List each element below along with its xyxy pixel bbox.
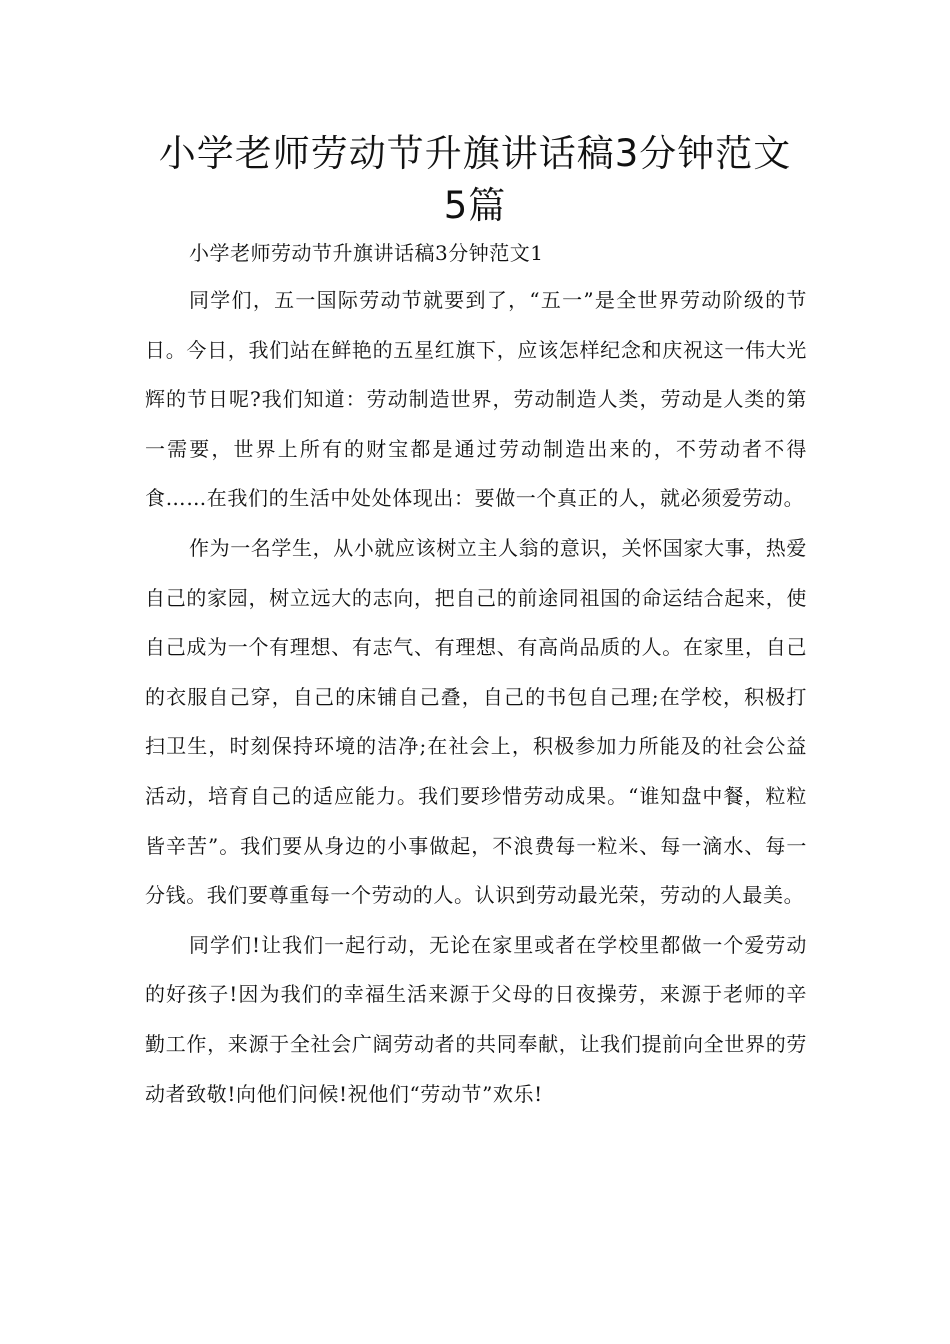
- title-line-2: 5篇: [443, 184, 507, 227]
- paragraph-3: 同学们!让我们一起行动，无论在家里或者在学校里都做一个爱劳动的好孩子!因为我们的幸福生活来源于父母的日夜操劳，来源于老师的辛勤工作，来源于全社会广阔劳动者的共同奉献，让我们提前向全世界的劳动者致敬!向他们问候!祝他们“劳动节”欢乐!: [145, 932, 807, 1106]
- document-body: [145, 230, 807, 1119]
- section-heading: 小学老师劳动节升旗讲话稿3分钟范文1: [189, 241, 544, 265]
- paragraph-2: 作为一名学生，从小就应该树立主人翁的意识，关怀国家大事，热爱自己的家园，树立远大的志向，把自己的前途同祖国的命运结合起来，使自己成为一个有理想、有志气、有理想、有高尚品质的人。在家里，自己的衣服自己穿，自己的床铺自己叠，自己的书包自己理;在学校，积极打扫卫生，时刻保持环境的洁净;在社会上，积极参加力所能及的社会公益活动，培育自己的适应能力。我们要珍惜劳动成果。“谁知盘中餐，粒粒皆辛苦”。我们要从身边的小事做起，不浪费每一粒米、每一滴水、每一分钱。我们要尊重每一个劳动的人。认识到劳动最光荣，劳动的人最美。: [145, 535, 807, 908]
- document-title: [120, 128, 830, 232]
- title-line-1: 小学老师劳动节升旗讲话稿3分钟范文: [158, 132, 792, 175]
- paragraph-1: 同学们，五一国际劳动节就要到了，“五一”是全世界劳动阶级的节日。今日，我们站在鲜艳的五星红旗下，应该怎样纪念和庆祝这一伟大光辉的节日呢?我们知道：劳动制造世界，劳动制造人类，劳动是人类的第一需要，世界上所有的财宝都是通过劳动制造出来的，不劳动者不得食……在我们的生活中处处体现出：要做一个真正的人，就必须爱劳动。: [145, 288, 807, 511]
